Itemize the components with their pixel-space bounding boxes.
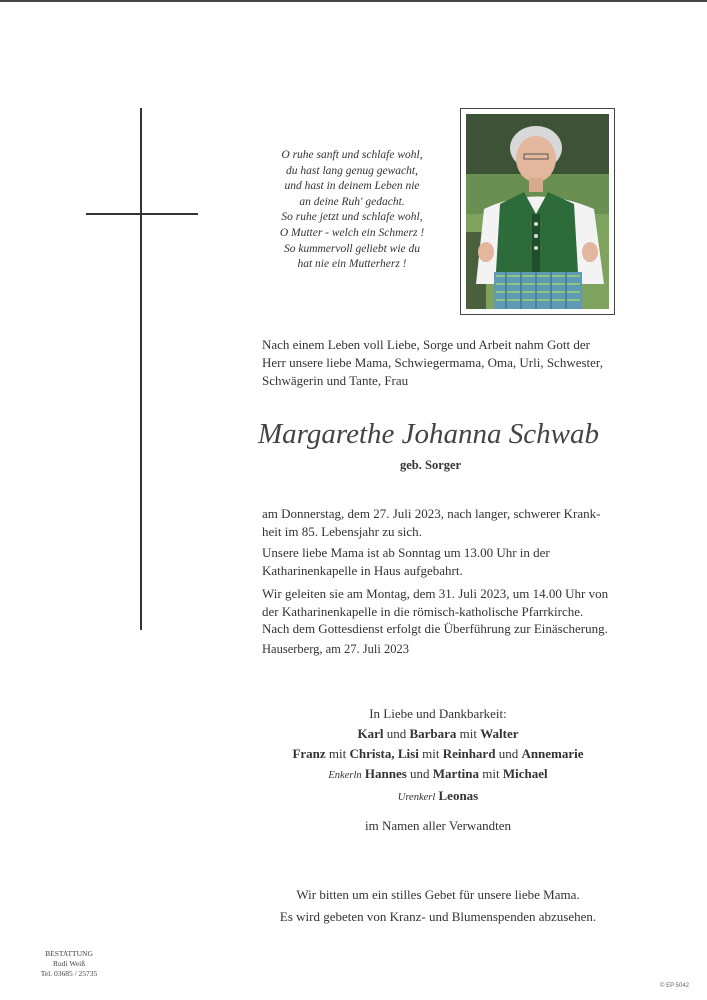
relation-label: Enkerln [328,770,362,781]
connector-word: mit [328,746,347,761]
poem-line: du hast lang genug gewacht, [286,164,418,177]
mourner-name: Annemarie [521,746,584,761]
death-line: heit im 85. Lebensjahr zu sich. [262,524,422,539]
intro-text [262,336,622,390]
connector-word: mit [459,726,478,741]
cross-horizontal-bar [86,213,198,215]
undertaker-imprint [28,949,110,979]
poem-line: O ruhe sanft und schlafe wohl, [281,149,423,161]
connector-word: mit [422,746,440,761]
relation-label: Urenkerl [397,792,436,803]
viewing-line: Unsere liebe Mama ist ab Sonntag um 13.00 Uhr in der [262,545,550,560]
portrait-photo [460,108,615,315]
undertaker-phone: Tel. 03685 / 25735 [40,969,98,978]
mourners-heading: In Liebe und Dankbarkeit: [369,706,507,721]
mourner-name: Christa, [349,746,395,761]
mourners-line [262,764,614,786]
mourner-name: Leonas [438,788,479,803]
mourners-line [262,744,614,764]
poem-line: an deine Ruh' gedacht. [299,195,405,208]
connector-word: und [410,766,430,781]
mourner-name: Reinhard [442,746,496,761]
viewing-notice [262,544,614,580]
cremation-notice [262,620,614,638]
memorial-poem [262,148,442,273]
mourner-name: Lisi [397,746,419,761]
funeral-notice [262,585,614,621]
mourner-name: Karl [357,726,384,741]
poem-line: So kummervoll geliebt wie du [283,242,421,255]
birth-name: geb. Sorger [400,458,462,472]
mourner-name: Walter [480,726,519,741]
top-border-line [0,0,707,2]
funeral-line: Wir geleiten sie am Montag, dem 31. Juli 2023, um 14.00 Uhr von [262,586,609,601]
connector-word: mit [482,766,500,781]
flowers-request: Es wird gebeten von Kranz- und Blumenspenden abzusehen. [279,909,597,924]
mourner-name: Barbara [409,726,457,741]
closing-block [262,884,614,928]
intro-line: Herr unsere liebe Mama, Schwiegermama, Oma, Urli, Schwester, [262,355,603,370]
deceased-name: Margarethe Johanna Schwab [258,418,599,450]
cremation-line: Nach dem Gottesdienst erfolgt die Überführung zur Einäscherung. [262,621,608,636]
death-notice [262,505,614,541]
mourners-line [262,724,614,744]
connector-word: und [498,746,519,761]
mourners-line [262,786,614,808]
mourner-name: Hannes [364,766,407,781]
place-and-date: Hauserberg, am 27. Juli 2023 [262,642,409,656]
undertaker-name: Rudi Weiß [53,959,85,968]
poem-line: So ruhe jetzt und schlafe wohl, [281,211,423,224]
undertaker-label: BESTATTUNG [45,949,93,958]
death-line: am Donnerstag, dem 27. Juli 2023, nach langer, schwerer Krank- [262,506,601,521]
viewing-line: Katharinenkapelle in Haus aufgebahrt. [262,563,463,578]
prayer-request: Wir bitten um ein stilles Gebet für unsere liebe Mama. [296,887,580,902]
funeral-line: der Katharinenkapelle in die römisch-katholische Pfarrkirche. [262,604,584,619]
portrait-photo-icon [466,114,609,309]
mourner-name: Franz [292,746,326,761]
intro-line: Schwägerin und Tante, Frau [262,373,409,388]
mourner-name: Michael [502,766,548,781]
mourner-name: Martina [432,766,479,781]
poem-line: O Mutter - welch ein Schmerz ! [279,226,425,239]
relatives-line: im Namen aller Verwandten [365,818,511,833]
cross-vertical-bar [140,108,142,630]
connector-word: und [386,726,407,741]
intro-line: Nach einem Leben voll Liebe, Sorge und Arbeit nahm Gott der [262,337,590,352]
poem-line: und hast in deinem Leben nie [284,180,420,193]
poem-line: hat nie ein Mutterherz ! [297,258,407,271]
print-code: © EP 5042 [660,983,689,989]
mourners-block [262,704,614,836]
